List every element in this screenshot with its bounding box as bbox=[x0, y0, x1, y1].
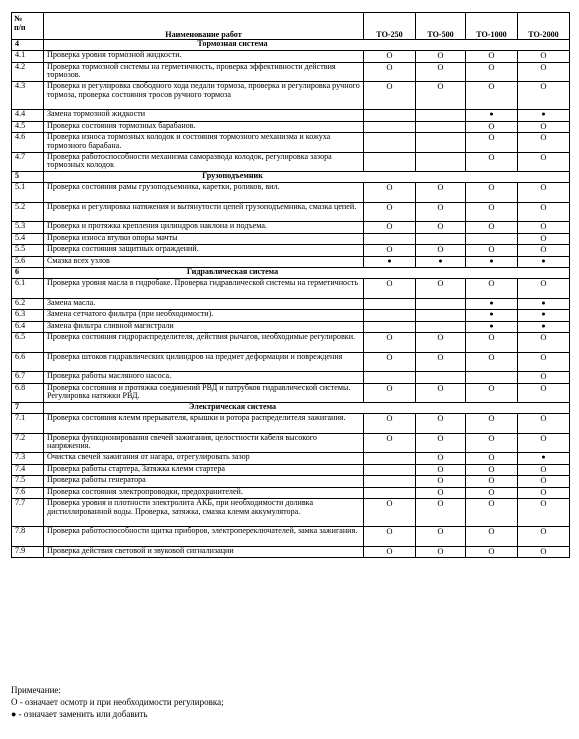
row-number: 4.1 bbox=[12, 51, 44, 63]
inspect-mark-to1000: O bbox=[466, 222, 518, 234]
header-to500: ТО-500 bbox=[416, 13, 466, 40]
table-row bbox=[12, 546, 570, 558]
row-number: 6.8 bbox=[12, 383, 44, 403]
inspect-mark-to500: O bbox=[416, 51, 466, 63]
inspect-mark-to2000: O bbox=[518, 279, 570, 299]
table-row bbox=[12, 110, 570, 122]
inspect-mark-to250: O bbox=[364, 527, 416, 547]
section-number: 5 bbox=[12, 172, 44, 183]
inspect-mark-to250: O bbox=[364, 499, 416, 527]
row-number: 5.2 bbox=[12, 202, 44, 222]
inspect-mark-to1000: O bbox=[466, 152, 518, 172]
empty-cell-to250 bbox=[364, 476, 416, 488]
work-name: Замена тормозной жидкости bbox=[44, 110, 364, 122]
table-row bbox=[12, 202, 570, 222]
work-name: Очистка свечей зажигания от нагара, отрегулировать зазор bbox=[44, 453, 364, 465]
table-row bbox=[12, 453, 570, 465]
work-name: Смазка всех узлов bbox=[44, 256, 364, 268]
work-name: Проверка состояния клемм прерывателя, крышки и ротора распределителя зажигания. bbox=[44, 414, 364, 434]
inspect-mark-to2000: O bbox=[518, 121, 570, 133]
inspect-mark-to2000: O bbox=[518, 383, 570, 403]
inspect-mark-to2000: O bbox=[518, 245, 570, 257]
table-row bbox=[12, 499, 570, 527]
inspect-mark-to250: O bbox=[364, 51, 416, 63]
inspect-mark-to1000: O bbox=[466, 202, 518, 222]
table-row bbox=[12, 433, 570, 453]
header-name: Наименование работ bbox=[44, 13, 364, 40]
work-name: Замена масла. bbox=[44, 298, 364, 310]
inspect-mark-to2000: O bbox=[518, 352, 570, 372]
header-num bbox=[12, 13, 44, 40]
row-number: 7.3 bbox=[12, 453, 44, 465]
inspect-mark-to1000: O bbox=[466, 433, 518, 453]
inspect-mark-to250: O bbox=[364, 414, 416, 434]
empty-cell-to500 bbox=[416, 298, 466, 310]
replace-mark-to250: ● bbox=[364, 256, 416, 268]
section-row bbox=[12, 172, 570, 183]
row-number: 7.9 bbox=[12, 546, 44, 558]
work-name: Проверка штоков гидравлических цилиндров на предмет деформации и повреждения bbox=[44, 352, 364, 372]
inspect-mark-to1000: O bbox=[466, 121, 518, 133]
table-row bbox=[12, 256, 570, 268]
empty-cell-to250 bbox=[364, 321, 416, 333]
note bbox=[11, 684, 224, 720]
maintenance-table-container bbox=[11, 12, 570, 558]
replace-mark-to1000: ● bbox=[466, 298, 518, 310]
row-number: 5.1 bbox=[12, 183, 44, 203]
table-row bbox=[12, 183, 570, 203]
table-row bbox=[12, 372, 570, 384]
row-number: 7.1 bbox=[12, 414, 44, 434]
inspect-mark-to2000: O bbox=[518, 527, 570, 547]
inspect-mark-to1000: O bbox=[466, 499, 518, 527]
replace-mark-to500: ● bbox=[416, 256, 466, 268]
work-name: Проверка уровня масла в гидробаке. Проверка гидравлической системы на герметичность bbox=[44, 279, 364, 299]
empty-cell-to500 bbox=[416, 372, 466, 384]
inspect-mark-to500: O bbox=[416, 546, 466, 558]
inspect-mark-to2000: O bbox=[518, 487, 570, 499]
work-name: Проверка работы масляного насоса. bbox=[44, 372, 364, 384]
row-number: 6.5 bbox=[12, 333, 44, 353]
section-row bbox=[12, 40, 570, 51]
work-name: Замена сетчатого фильтра (при необходимости). bbox=[44, 310, 364, 322]
work-name: Проверка и регулировка свободного хода педали тормоза, проверка и регулировка ручного тормоза, проверка состояния тросов ручного тормоза bbox=[44, 82, 364, 110]
work-name: Проверка тормозной системы на герметичность, проверка эффективности действия тормозов. bbox=[44, 62, 364, 82]
section-number: 7 bbox=[12, 403, 44, 414]
table-row bbox=[12, 51, 570, 63]
work-name: Проверка уровня тормозной жидкости. bbox=[44, 51, 364, 63]
replace-mark-to2000: ● bbox=[518, 310, 570, 322]
empty-cell-to250 bbox=[364, 372, 416, 384]
inspect-mark-to1000: O bbox=[466, 82, 518, 110]
inspect-mark-to1000: O bbox=[466, 51, 518, 63]
work-name: Проверка и протяжка крепления цилиндров наклона и подъема. bbox=[44, 222, 364, 234]
row-number: 7.7 bbox=[12, 499, 44, 527]
inspect-mark-to1000: O bbox=[466, 546, 518, 558]
empty-cell-to500 bbox=[416, 152, 466, 172]
inspect-mark-to500: O bbox=[416, 464, 466, 476]
work-name: Проверка износа тормозных колодок и состояния тормозного механизма и кожуха тормозного барабана. bbox=[44, 133, 364, 153]
work-name: Проверка состояния тормозных барабанов. bbox=[44, 121, 364, 133]
inspect-mark-to1000: O bbox=[466, 453, 518, 465]
inspect-mark-to1000: O bbox=[466, 352, 518, 372]
inspect-mark-to1000: O bbox=[466, 245, 518, 257]
empty-cell-to500 bbox=[416, 133, 466, 153]
work-name: Проверка работы стартера, Затяжка клемм стартера bbox=[44, 464, 364, 476]
empty-cell-to250 bbox=[364, 487, 416, 499]
note-line-inspect: О - означает осмотр и при необходимости регулировка; bbox=[11, 697, 224, 707]
inspect-mark-to500: O bbox=[416, 352, 466, 372]
replace-mark-to1000: ● bbox=[466, 110, 518, 122]
table-row bbox=[12, 222, 570, 234]
header-to1000: ТО-1000 bbox=[466, 13, 518, 40]
section-number: 4 bbox=[12, 40, 44, 51]
row-number: 6.1 bbox=[12, 279, 44, 299]
empty-cell-to250 bbox=[364, 121, 416, 133]
inspect-mark-to1000: O bbox=[466, 527, 518, 547]
empty-cell-to250 bbox=[364, 298, 416, 310]
inspect-mark-to1000: O bbox=[466, 279, 518, 299]
table-row bbox=[12, 233, 570, 245]
maintenance-table bbox=[11, 12, 570, 558]
table-row bbox=[12, 62, 570, 82]
inspect-mark-to500: O bbox=[416, 476, 466, 488]
section-title: Гидравлическая система bbox=[44, 268, 570, 279]
inspect-mark-to500: O bbox=[416, 222, 466, 234]
inspect-mark-to250: O bbox=[364, 222, 416, 234]
inspect-mark-to2000: O bbox=[518, 62, 570, 82]
work-name: Проверка действия световой и звуковой сигнализации bbox=[44, 546, 364, 558]
empty-cell-to250 bbox=[364, 453, 416, 465]
replace-mark-to1000: ● bbox=[466, 321, 518, 333]
header-row bbox=[12, 13, 570, 40]
inspect-mark-to250: O bbox=[364, 352, 416, 372]
row-number: 7.2 bbox=[12, 433, 44, 453]
inspect-mark-to500: O bbox=[416, 245, 466, 257]
work-name: Проверка работоспособности механизма саморазвода колодок, регулировка зазора тормозных колодок bbox=[44, 152, 364, 172]
inspect-mark-to500: O bbox=[416, 433, 466, 453]
table-row bbox=[12, 121, 570, 133]
empty-cell-to250 bbox=[364, 110, 416, 122]
work-name: Проверка состояния электропроводки, предохранителей. bbox=[44, 487, 364, 499]
replace-mark-to1000: ● bbox=[466, 310, 518, 322]
inspect-mark-to250: O bbox=[364, 202, 416, 222]
row-number: 4.4 bbox=[12, 110, 44, 122]
row-number: 7.5 bbox=[12, 476, 44, 488]
inspect-mark-to500: O bbox=[416, 183, 466, 203]
inspect-mark-to500: O bbox=[416, 279, 466, 299]
inspect-mark-to500: O bbox=[416, 202, 466, 222]
empty-cell-to500 bbox=[416, 121, 466, 133]
row-number: 5.5 bbox=[12, 245, 44, 257]
empty-cell-to250 bbox=[364, 310, 416, 322]
header-to2000: ТО-2000 bbox=[518, 13, 570, 40]
inspect-mark-to1000: O bbox=[466, 133, 518, 153]
table-row bbox=[12, 464, 570, 476]
work-name: Проверка работы генератора bbox=[44, 476, 364, 488]
work-name: Проверка износа втулки опоры мачты bbox=[44, 233, 364, 245]
inspect-mark-to2000: O bbox=[518, 51, 570, 63]
header-num-line1: № bbox=[14, 14, 23, 23]
empty-cell-to250 bbox=[364, 133, 416, 153]
row-number: 4.3 bbox=[12, 82, 44, 110]
work-name: Проверка состояния рамы грузоподъемника, каретки, роликов, вил. bbox=[44, 183, 364, 203]
table-row bbox=[12, 352, 570, 372]
table-row bbox=[12, 82, 570, 110]
inspect-mark-to2000: O bbox=[518, 133, 570, 153]
inspect-mark-to2000: O bbox=[518, 464, 570, 476]
table-row bbox=[12, 321, 570, 333]
section-number: 6 bbox=[12, 268, 44, 279]
inspect-mark-to250: O bbox=[364, 433, 416, 453]
inspect-mark-to250: O bbox=[364, 383, 416, 403]
inspect-mark-to500: O bbox=[416, 487, 466, 499]
inspect-mark-to500: O bbox=[416, 453, 466, 465]
empty-cell-to500 bbox=[416, 310, 466, 322]
inspect-mark-to1000: O bbox=[466, 476, 518, 488]
inspect-mark-to1000: O bbox=[466, 333, 518, 353]
table-row bbox=[12, 333, 570, 353]
work-name: Замена фильтра сливной магистрали bbox=[44, 321, 364, 333]
inspect-mark-to2000: O bbox=[518, 183, 570, 203]
replace-mark-to2000: ● bbox=[518, 110, 570, 122]
table-row bbox=[12, 414, 570, 434]
row-number: 5.4 bbox=[12, 233, 44, 245]
table-row bbox=[12, 487, 570, 499]
inspect-mark-to1000: O bbox=[466, 383, 518, 403]
inspect-mark-to500: O bbox=[416, 333, 466, 353]
table-row bbox=[12, 527, 570, 547]
work-name: Проверка состояния защитных ограждений. bbox=[44, 245, 364, 257]
inspect-mark-to500: O bbox=[416, 82, 466, 110]
section-title: Электрическая система bbox=[44, 403, 570, 414]
replace-mark-to1000: ● bbox=[466, 256, 518, 268]
inspect-mark-to2000: O bbox=[518, 333, 570, 353]
inspect-mark-to2000: O bbox=[518, 222, 570, 234]
table-row bbox=[12, 310, 570, 322]
replace-mark-to2000: ● bbox=[518, 298, 570, 310]
row-number: 4.5 bbox=[12, 121, 44, 133]
inspect-mark-to2000: O bbox=[518, 233, 570, 245]
inspect-mark-to250: O bbox=[364, 279, 416, 299]
empty-cell-to500 bbox=[416, 110, 466, 122]
inspect-mark-to1000: O bbox=[466, 62, 518, 82]
empty-cell-to500 bbox=[416, 233, 466, 245]
inspect-mark-to250: O bbox=[364, 82, 416, 110]
table-row bbox=[12, 152, 570, 172]
inspect-mark-to2000: O bbox=[518, 499, 570, 527]
row-number: 4.7 bbox=[12, 152, 44, 172]
empty-cell-to250 bbox=[364, 152, 416, 172]
note-line-replace: ● - означает заменить или добавить bbox=[11, 709, 148, 719]
row-number: 5.6 bbox=[12, 256, 44, 268]
table-row bbox=[12, 298, 570, 310]
inspect-mark-to500: O bbox=[416, 414, 466, 434]
inspect-mark-to2000: O bbox=[518, 202, 570, 222]
row-number: 4.6 bbox=[12, 133, 44, 153]
inspect-mark-to500: O bbox=[416, 62, 466, 82]
table-row bbox=[12, 133, 570, 153]
work-name: Проверка работоспособности щитка приборов, электропереключателей, замка зажигания. bbox=[44, 527, 364, 547]
table-row bbox=[12, 279, 570, 299]
inspect-mark-to250: O bbox=[364, 546, 416, 558]
inspect-mark-to250: O bbox=[364, 245, 416, 257]
work-name: Проверка функционирования свечей зажигания, целостности кабеля высокого напряжения. bbox=[44, 433, 364, 453]
table-row bbox=[12, 383, 570, 403]
table-body bbox=[12, 40, 570, 558]
empty-cell-to250 bbox=[364, 233, 416, 245]
inspect-mark-to1000: O bbox=[466, 487, 518, 499]
empty-cell-to1000 bbox=[466, 372, 518, 384]
replace-mark-to2000: ● bbox=[518, 321, 570, 333]
inspect-mark-to500: O bbox=[416, 383, 466, 403]
inspect-mark-to1000: O bbox=[466, 183, 518, 203]
empty-cell-to1000 bbox=[466, 233, 518, 245]
row-number: 6.7 bbox=[12, 372, 44, 384]
replace-mark-to2000: ● bbox=[518, 256, 570, 268]
row-number: 7.6 bbox=[12, 487, 44, 499]
inspect-mark-to2000: O bbox=[518, 433, 570, 453]
header-to250: ТО-250 bbox=[364, 13, 416, 40]
inspect-mark-to1000: O bbox=[466, 464, 518, 476]
table-row bbox=[12, 476, 570, 488]
section-row bbox=[12, 403, 570, 414]
section-title: Грузоподъемник bbox=[44, 172, 570, 183]
section-title: Тормозная система bbox=[44, 40, 570, 51]
row-number: 7.4 bbox=[12, 464, 44, 476]
inspect-mark-to500: O bbox=[416, 527, 466, 547]
work-name: Проверка состояния гидрораспределителя, действия рычагов, необходимые регулировки. bbox=[44, 333, 364, 353]
inspect-mark-to2000: O bbox=[518, 546, 570, 558]
inspect-mark-to2000: O bbox=[518, 82, 570, 110]
inspect-mark-to250: O bbox=[364, 183, 416, 203]
inspect-mark-to2000: O bbox=[518, 372, 570, 384]
inspect-mark-to500: O bbox=[416, 499, 466, 527]
inspect-mark-to250: O bbox=[364, 62, 416, 82]
work-name: Проверка и регулировка натяжения и вытянутости цепей грузоподъемника, смазка цепей. bbox=[44, 202, 364, 222]
row-number: 6.6 bbox=[12, 352, 44, 372]
inspect-mark-to2000: O bbox=[518, 476, 570, 488]
note-title: Примечание: bbox=[11, 685, 61, 695]
work-name: Проверка уровня и плотности электролита АКБ, при необходимости доливка дистиллированной воды. Проверка, затяжка, смазка клемм аккумулятора. bbox=[44, 499, 364, 527]
inspect-mark-to2000: O bbox=[518, 414, 570, 434]
section-row bbox=[12, 268, 570, 279]
empty-cell-to250 bbox=[364, 464, 416, 476]
empty-cell-to500 bbox=[416, 321, 466, 333]
inspect-mark-to2000: O bbox=[518, 152, 570, 172]
row-number: 4.2 bbox=[12, 62, 44, 82]
table-row bbox=[12, 245, 570, 257]
row-number: 6.2 bbox=[12, 298, 44, 310]
work-name: Проверка состояния и протяжка соединений РВД и патрубков гидравлической системы. Регулировка натяжки РВД. bbox=[44, 383, 364, 403]
row-number: 6.3 bbox=[12, 310, 44, 322]
row-number: 5.3 bbox=[12, 222, 44, 234]
row-number: 6.4 bbox=[12, 321, 44, 333]
inspect-mark-to1000: O bbox=[466, 414, 518, 434]
row-number: 7.8 bbox=[12, 527, 44, 547]
inspect-mark-to250: O bbox=[364, 333, 416, 353]
replace-mark-to2000: ● bbox=[518, 453, 570, 465]
header-num-line2: п/п bbox=[14, 22, 26, 32]
